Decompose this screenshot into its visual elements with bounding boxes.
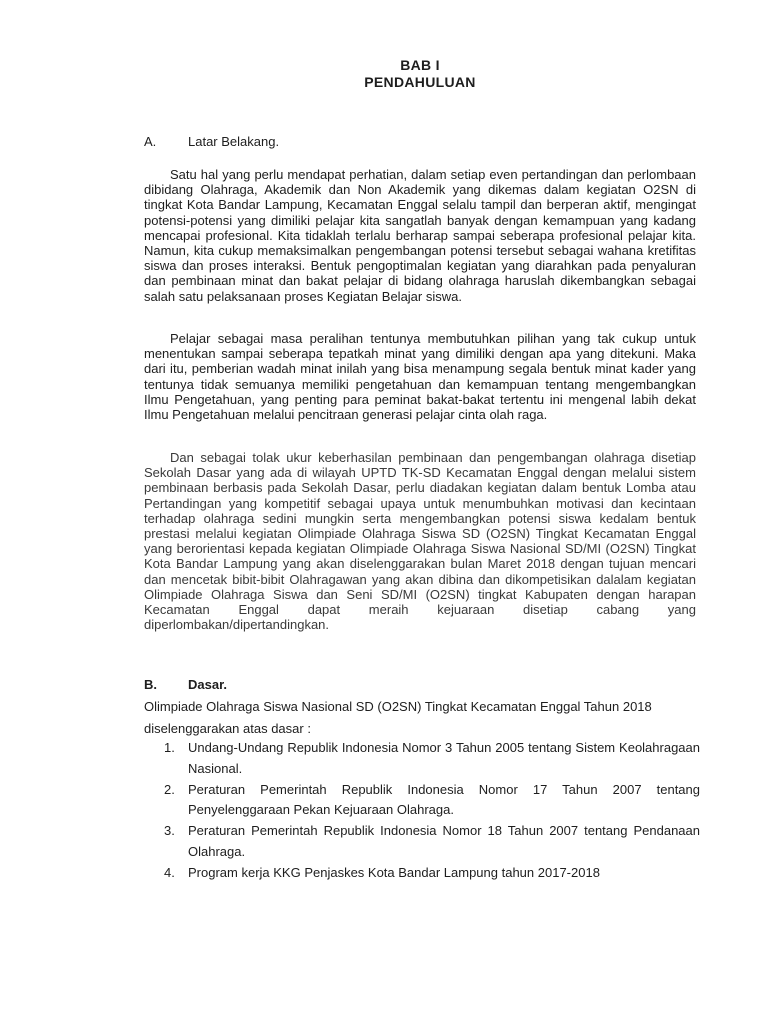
paragraph-3: Dan sebagai tolak ukur keberhasilan pembinaan dan pengembangan olahraga disetiap Sekolah Dasar yang ada di wilayah UPTD TK-SD Kecamatan Enggal dengan melalui sistem pembinaan berbasis pada Sekolah Dasar, perlu diadakan kegiatan dalam bentuk Lomba atau Pertandingan yang kompetitif sebagai upaya untuk menumbuhkan motivasi dan kecintaan terhadap olahraga sedini mungkin serta mengembangkan potensi siswa kedalam bentuk prestasi melalui kegiatan Olimpiade Olahraga Siswa SD (O2SN) Tingkat Kecamatan Enggal yang berorientasi kepada kegiatan Olimpiade Olahraga Siswa Nasional SD/MI (O2SN) Tingkat Kota Bandar Lampung yang akan diselenggarakan bulan Maret 2018 dengan tujuan mencari dan mencetak bibit-bibit Olahragawan yang akan dibina dan dikompetisikan dalalam kegiatan Olimpiade Olahraga Siswa dan Seni SD/MI (O2SN) tingkat Kabupaten dengan harapan Kecamatan Enggal dapat meraih kejuaraan disetiap cabang yang diperlombakan/dipertandingkan. bbox=[144, 450, 696, 633]
section-a-title: Latar Belakang. bbox=[188, 134, 280, 149]
section-a-heading bbox=[144, 134, 279, 149]
list-item-text: Program kerja KKG Penjaskes Kota Bandar Lampung tahun 2017-2018 bbox=[188, 864, 600, 880]
list-item-text: Peraturan Pemerintah Republik Indonesia Nomor 17 Tahun 2007 tentang Penyelenggaraan Pekan Kejuaraan Olahraga. bbox=[188, 781, 700, 818]
list-item-number: 1. bbox=[164, 740, 175, 755]
section-b-letter: B. bbox=[144, 677, 157, 692]
section-b-intro: Olimpiade Olahraga Siswa Nasional SD (O2SN) Tingkat Kecamatan Enggal Tahun 2018 diselenggarakan atas dasar : bbox=[144, 699, 652, 736]
list-item-text: Undang-Undang Republik Indonesia Nomor 3 Tahun 2005 tentang Sistem Keolahragaan Nasional. bbox=[188, 740, 700, 776]
section-b-title: Dasar. bbox=[188, 677, 228, 692]
legal-basis-list bbox=[144, 738, 700, 884]
list-item-number: 3. bbox=[164, 823, 175, 839]
chapter-number: BAB I bbox=[400, 57, 440, 73]
list-item-text: Peraturan Pemerintah Republik Indonesia Nomor 18 Tahun 2007 tentang Pendanaan Olahraga. bbox=[188, 823, 700, 859]
list-item-number: 4. bbox=[164, 864, 175, 880]
section-b-heading bbox=[144, 677, 227, 692]
chapter-title: PENDAHULUAN bbox=[364, 74, 476, 90]
paragraph-2: Pelajar sebagai masa peralihan tentunya membutuhkan pilihan yang tak cukup untuk menentukan sampai seberapa tepatkah minat yang dimiliki dengan apa yang ditekuni. Maka dari itu, pemberian wadah minat inilah yang bisa menampung segala bentuk minat kader yang tentunya tidak semuanya memiliki pengetahuan dan kemampuan tentang mengembangkan Ilmu Pengetahuan, yang penting para peminat bakat-bakat tertentu ini mengenal labih dekat Ilmu Pengetahuan melalui pencitraan generasi pelajar cinta olah raga. bbox=[144, 331, 696, 423]
paragraph-1: Satu hal yang perlu mendapat perhatian, dalam setiap even pertandingan dan perlombaan dibidang Olahraga, Akademik dan Non Akademik yang dikemas dalam kegiatan O2SN di tingkat Kota Bandar Lampung, Kecamatan Enggal selalu tampil dan berperan aktif, mengingat potensi-potensi yang dimiliki pelajar kita sangatlah banyak dengan kemampuan yang kadang mencapai profesional. Kita tidaklah terlalu berharap sampai seberapa profesional pelajar kita. Namun, kita cukup memaksimalkan pengembangan potensi tersebut sebagai wahana kretifitas siswa dan proses interaksi. Bentuk pengoptimalan kegiatan yang diarahkan pada penyaluran dan pembinaan minat dan bakat pelajar di bidang olahraga haruslah dikembangkan sebagai salah satu pelaksanaan proses Kegiatan Belajar siswa. bbox=[144, 167, 696, 304]
list-item bbox=[144, 780, 700, 821]
list-item bbox=[144, 738, 700, 779]
list-item-number: 2. bbox=[164, 781, 175, 797]
list-item bbox=[144, 863, 700, 884]
list-item bbox=[144, 821, 700, 862]
section-a-letter: A. bbox=[144, 134, 157, 149]
